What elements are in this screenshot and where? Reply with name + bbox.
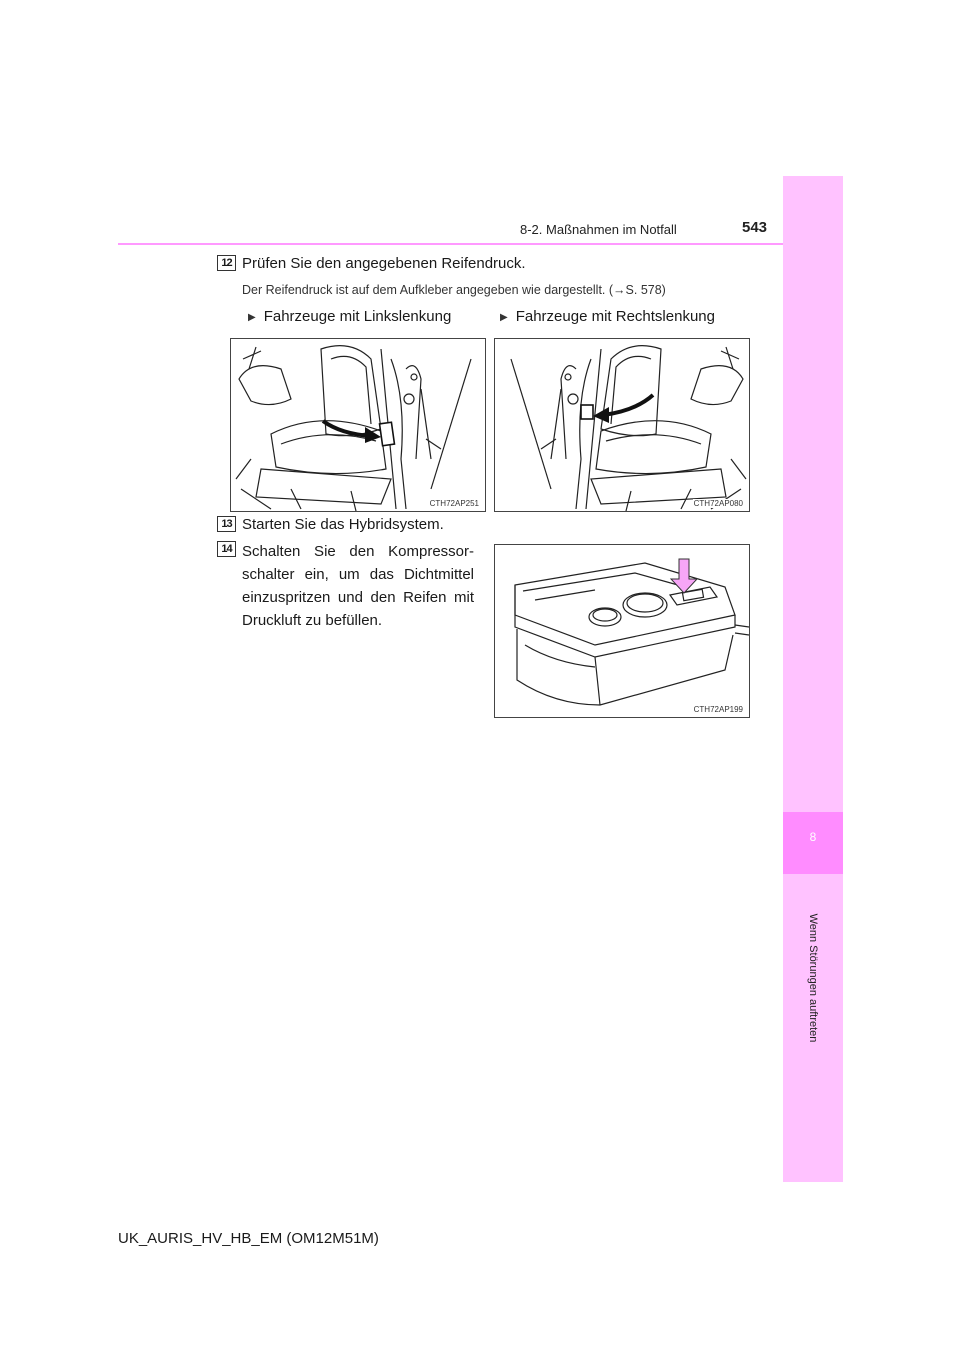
manual-id: UK_AURIS_HV_HB_EM (OM12M51M)	[118, 1230, 379, 1247]
triangle-bullet-icon: ▶	[500, 312, 508, 323]
figure-code: CTH72AP199	[693, 705, 743, 714]
step-number-14: 14	[217, 541, 236, 557]
header-rule	[118, 243, 783, 245]
figure-compressor	[494, 544, 750, 718]
variant-left-label: Fahrzeuge mit Linkslenkung	[263, 308, 452, 325]
seat-door-illustration-lhd	[231, 339, 486, 512]
step-12-note: Der Reifendruck ist auf dem Aufkleber angegeben wie dargestellt. (→S. 578)	[242, 283, 666, 297]
seat-door-illustration-rhd	[495, 339, 750, 512]
triangle-bullet-icon: ▶	[248, 312, 256, 323]
chapter-number: 8	[809, 830, 817, 844]
figure-tire-label-rhd	[494, 338, 750, 512]
step-number-13: 13	[217, 516, 236, 532]
variant-right-label: Fahrzeuge mit Rechtslenkung	[515, 308, 715, 325]
compressor-illustration	[495, 545, 750, 718]
figure-code: CTH72AP251	[429, 499, 479, 508]
figure-tire-label-lhd	[230, 338, 486, 512]
variant-right-hand-drive	[500, 308, 715, 325]
variant-left-hand-drive	[248, 308, 451, 325]
step-13-text: Starten Sie das Hybridsystem.	[242, 516, 444, 533]
page-number: 543	[742, 219, 768, 236]
figure-code: CTH72AP080	[693, 499, 743, 508]
chapter-title: Wenn Störungen auftreten	[807, 913, 819, 1043]
step-12-text: Prüfen Sie den angegebenen Reifendruck.	[242, 255, 526, 272]
section-title: 8-2. Maßnahmen im Notfall	[520, 222, 677, 237]
step-14-text: Schalten Sie den Kompressor-schalter ein, um das Dichtmittel einzuspritzen und den Reifen mit Druckluft zu befüllen.	[242, 543, 474, 629]
step-number-12: 12	[217, 255, 236, 271]
